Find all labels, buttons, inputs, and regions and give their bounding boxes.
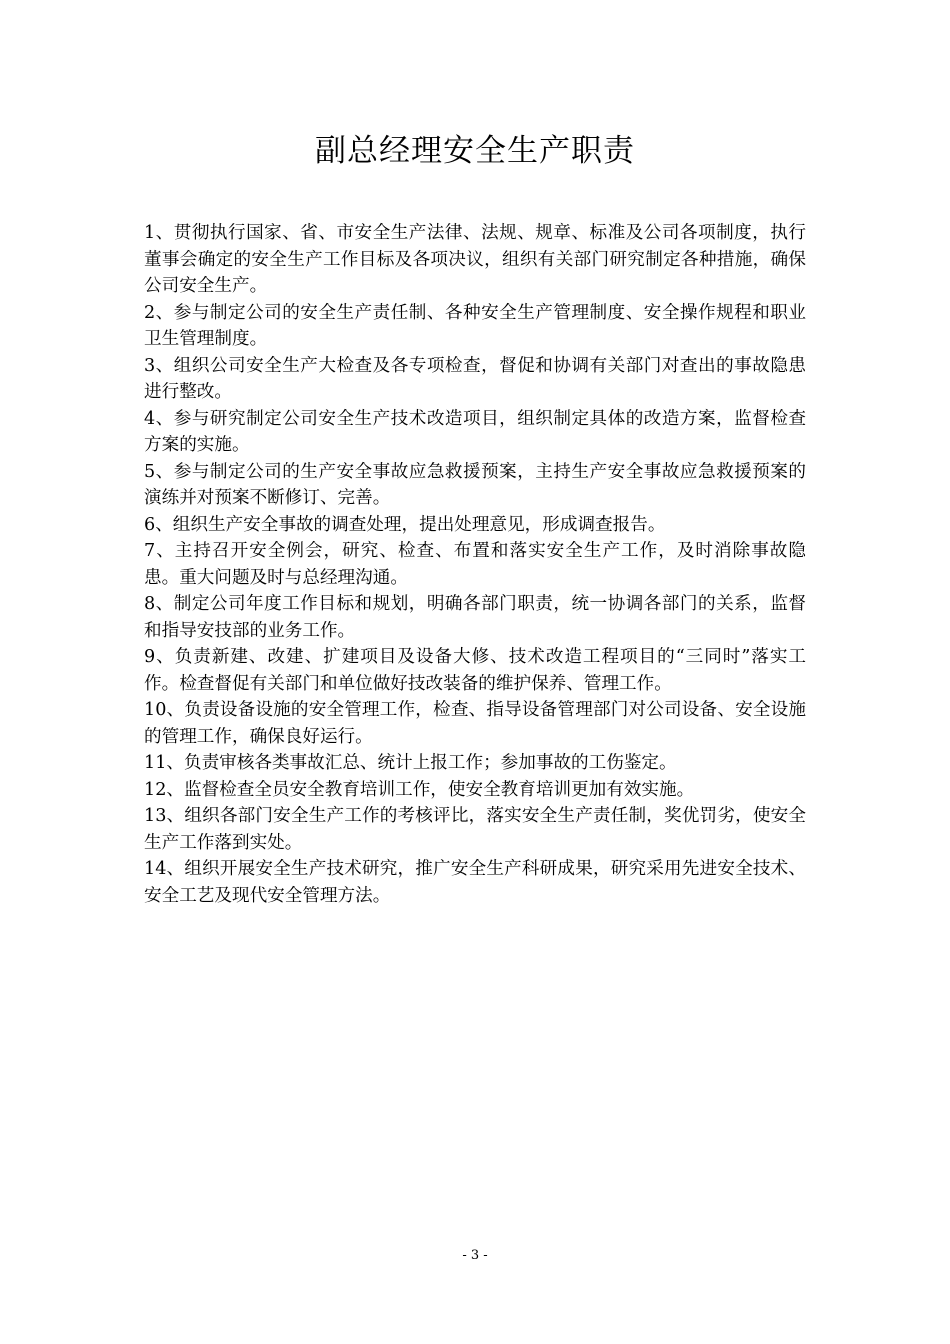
page-number: - 3 - xyxy=(462,1248,488,1263)
clause-5: 5、参与制定公司的生产安全事故应急救援预案，主持生产安全事故应急救援预案的演练并对预案不断修订、完善。 xyxy=(144,461,806,508)
clause-7: 7、主持召开安全例会，研究、检查、布置和落实安全生产工作，及时消除事故隐患。重大问题及时与总经理沟通。 xyxy=(144,541,806,588)
clause-9: 9、负责新建、改建、扩建项目及设备大修、技术改造工程项目的“三同时”落实工作。检查督促有关部门和单位做好技改装备的维护保养、管理工作。 xyxy=(144,647,806,694)
clause-13: 13、组织各部门安全生产工作的考核评比，落实安全生产责任制，奖优罚劣，使安全生产工作落到实处。 xyxy=(144,806,806,853)
clause-3: 3、组织公司安全生产大检查及各专项检查，督促和协调有关部门对查出的事故隐患进行整改。 xyxy=(144,355,806,402)
document-title: 副总经理安全生产职责 xyxy=(315,133,635,169)
clause-2: 2、参与制定公司的安全生产责任制、各种安全生产管理制度、安全操作规程和职业卫生管理制度。 xyxy=(144,302,806,349)
clause-12: 12、监督检查全员安全教育培训工作，使安全教育培训更加有效实施。 xyxy=(144,779,695,800)
clause-10: 10、负责设备设施的安全管理工作，检查、指导设备管理部门对公司设备、安全设施的管理工作，确保良好运行。 xyxy=(144,700,806,747)
clause-6: 6、组织生产安全事故的调查处理，提出处理意见，形成调查报告。 xyxy=(144,514,666,535)
clause-11: 11、负责审核各类事故汇总、统计上报工作；参加事故的工伤鉴定。 xyxy=(144,753,677,773)
clause-8: 8、制定公司年度工作目标和规划，明确各部门职责，统一协调各部门的关系，监督和指导安技部的业务工作。 xyxy=(144,594,806,641)
clause-4: 4、参与研究制定公司安全生产技术改造项目，组织制定具体的改造方案，监督检查方案的实施。 xyxy=(144,408,806,455)
clause-14: 14、组织开展安全生产技术研究，推广安全生产科研成果，研究采用先进安全技术、安全工艺及现代安全管理方法。 xyxy=(144,859,806,906)
clause-list xyxy=(144,220,806,909)
clause-1: 1、贯彻执行国家、省、市安全生产法律、法规、规章、标准及公司各项制度，执行董事会确定的安全生产工作目标及各项决议，组织有关部门研究制定各种措施，确保公司安全生产。 xyxy=(144,223,806,296)
